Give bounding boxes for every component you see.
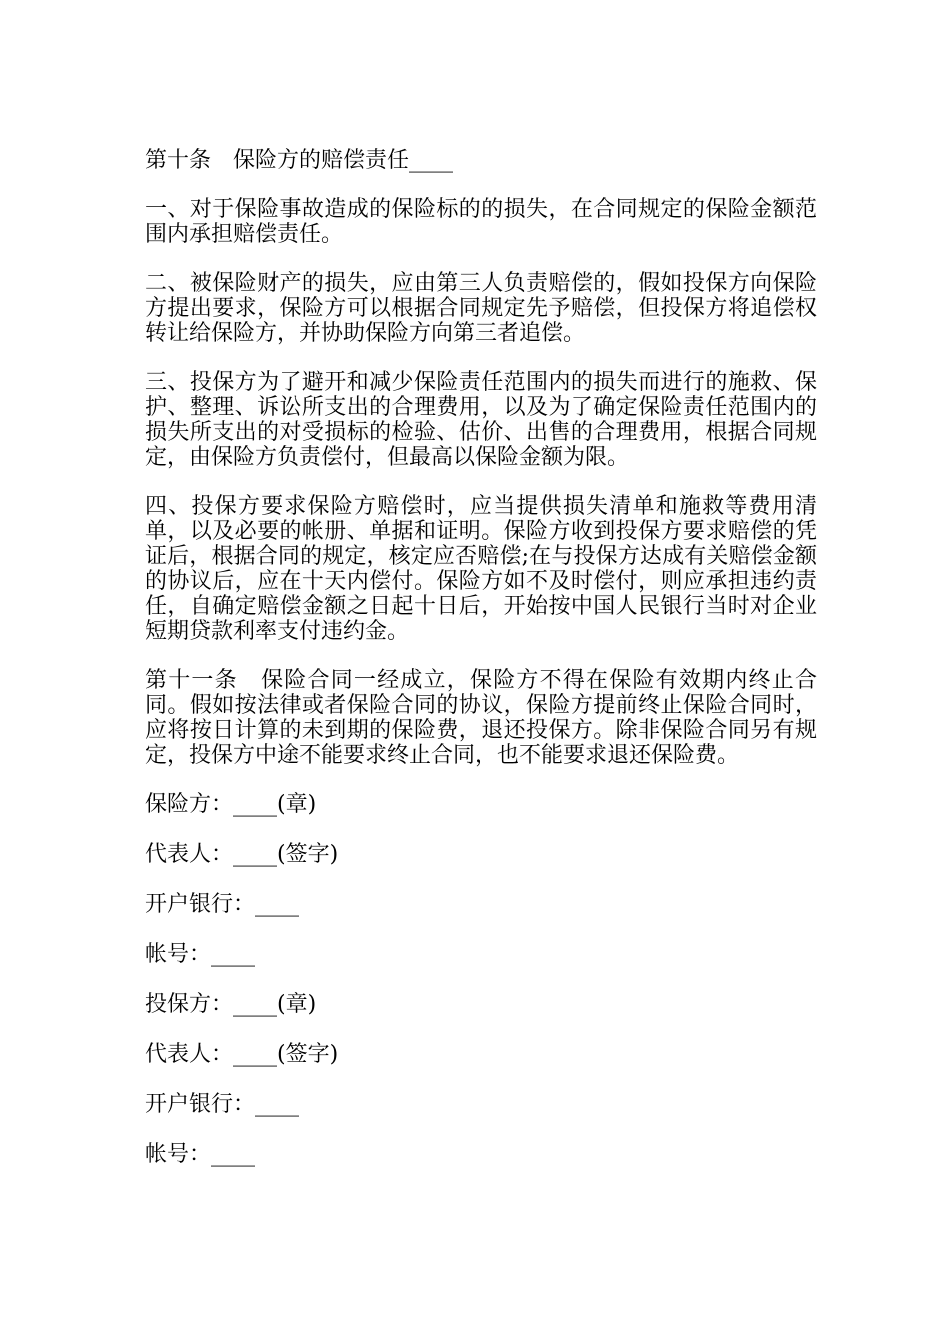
article-11: 第十一条 保险合同一经成立，保险方不得在保险有效期内终止合同。假如按法律或者保险合同的协议，保险方提前终止保险合同时，应将按日计算的未到期的保险费，退还投保方。除非保险合同另有规定，投保方中途不能要求终止合同，也不能要求退还保险费。 — [145, 668, 817, 768]
article-10-title: 第十条 保险方的赔偿责任____ — [145, 148, 454, 173]
article-10-clause-3: 三、投保方为了避开和减少保险责任范围内的损失而进行的施救、保护、整理、诉讼所支出的合理费用，以及为了确定保险责任范围内的损失所支出的对受损标的检验、估价、出售的合理费用，根据合同规定，由保险方负责偿付，但最高以保险金额为限。 — [145, 370, 817, 470]
article-10-clause-1: 一、对于保险事故造成的保险标的的损失，在合同规定的保险金额范围内承担赔偿责任。 — [145, 197, 817, 247]
document-page — [145, 148, 817, 1192]
insured-representative-line: 代表人：____(签字) — [145, 1042, 339, 1067]
insured-party-line: 投保方：____(章) — [145, 992, 317, 1017]
insured-account-line: 帐号：____ — [145, 1142, 256, 1167]
article-10-clause-2: 二、被保险财产的损失，应由第三人负责赔偿的，假如投保方向保险方提出要求，保险方可以根据合同规定先予赔偿，但投保方将追偿权转让给保险方，并协助保险方向第三者追偿。 — [145, 271, 817, 346]
insurer-representative-line: 代表人：____(签字) — [145, 842, 339, 867]
insurer-account-line: 帐号：____ — [145, 942, 256, 967]
insured-bank-line: 开户银行：____ — [145, 1092, 300, 1117]
article-10-clause-4: 四、投保方要求保险方赔偿时，应当提供损失清单和施救等费用清单，以及必要的帐册、单据和证明。保险方收到投保方要求赔偿的凭证后，根据合同的规定，核定应否赔偿;在与投保方达成有关赔偿金额的协议后，应在十天内偿付。保险方如不及时偿付，则应承担违约责任，自确定赔偿金额之日起十日后，开始按中国人民银行当时对企业短期贷款利率支付违约金。 — [145, 494, 817, 644]
insurer-party-line: 保险方：____(章) — [145, 792, 317, 817]
insurer-bank-line: 开户银行：____ — [145, 892, 300, 917]
